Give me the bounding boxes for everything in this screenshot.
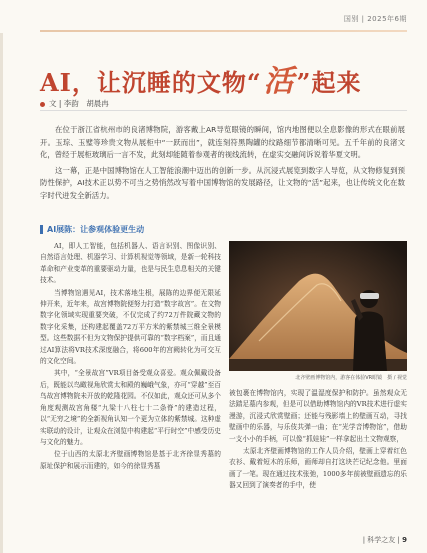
header-rule	[40, 30, 407, 32]
title-divider	[40, 110, 407, 111]
section-marker-icon	[40, 225, 43, 234]
page-number: 9	[402, 536, 407, 544]
lead-paragraph: 这一幕，正是中国博物馆在人工智能浪潮中迈出的创新一步。从沉浸式展览到数字人导览，从文物修复到预防性保护，AI技术正以势不可当之势悄然改写着中国博物馆的发展路径，让文物的“活”起来，也让传统文化在数字时代迸发全新活力。	[40, 165, 405, 200]
body-right-column	[229, 388, 407, 493]
body-paragraph: 太原北齐壁画博物馆的工作人员介绍，壁画上穿着红色衣衫、戴着短木的乐师，画师却自打这块芒记纪念他。里面画了一笔。现在通过技术张弛，1000多年前被壁画遗忘的乐器又回到了演奏者的手中，使	[229, 447, 407, 490]
body-paragraph: 其中，“全景故宫”VR项目备受观众喜爱。观众佩戴设备后，既能以鸟瞰视角欣赏太和殿的巍峨气象，亦可“穿越”至百鸟故宫博物院未开放的乾隆花园。不仅如此，观众还可从多个角度观测故宫角楼“九梁十八柱七十二条脊”的建造过程，以“无穷之境”的全新视角认知一个更为立体的紫禁城。这种虚实联动的设计，让观众在浏览中构建起“平行时空”中感受历史与文化的魅力。	[40, 369, 221, 446]
page-header	[0, 0, 427, 33]
title-highlight: 活	[263, 64, 295, 99]
body-paragraph: 当博物馆遇见AI，技术落地生根，展陈的边界便无限延伸开来，近年来，故宫博物院便努力打造“数字故宫”。在文物数字化领域实现重要突破，不仅完成了约72万件院藏文物的数字化采集，还构建起覆盖72万平方米的紫禁城三维全景模型。这些数据不但为文物保护提供可靠的“数字档案”，而且通过AI算法将VR技术深度融合，将600年的宫阙转化为可交互的文化空间。	[40, 288, 221, 366]
section-heading-text: AI展陈：让参观体验更生动	[47, 225, 145, 234]
title-part-1: AI，让沉睡的文物“	[40, 68, 262, 97]
byline	[40, 98, 109, 109]
issue-label: 国别 | 2025年6期	[343, 15, 407, 23]
article-photo	[229, 241, 407, 371]
lead-paragraph: 在位于浙江省杭州市的良渚博物院，游客戴上AR导览眼镜的瞬间，馆内地图便以全息影像的形式在眼前展开。玉琮、玉璧等珍贵文物从展柜中“一跃而出”，就连刻符黑陶罐的纹路细节都清晰可见。五千年前的良渚文化，曾经于展柜玻璃后一言不发，此刻却能随着参观者的视线流转，在虚实交融间诉说着华夏文明。	[40, 125, 405, 160]
article-lead	[40, 124, 405, 206]
article-title	[40, 56, 410, 100]
byline-dot-icon	[40, 102, 45, 107]
museum-vr-illustration	[229, 241, 407, 371]
body-paragraph: 位于山西的太原北齐壁画博物馆是基于北齐徐显秀墓的原址保护和展示而建的，如今的徐显秀墓	[40, 450, 221, 470]
byline-text: 文 | 李韵 胡晨冉	[49, 99, 109, 108]
body-left-column	[40, 241, 221, 473]
photo-caption: 北齐壁画博物馆内，游客在体验VR眼镜 摄 / 视觉	[295, 375, 407, 381]
title-part-2: ”起来	[296, 68, 362, 97]
section-heading	[40, 224, 144, 235]
body-paragraph: 被包裹在博物馆内，实现了温湿度保护和防护。虽然观众无法踏足墓内参观，但是可以借助博物馆内的VR技术进行虚实漫游，沉浸式欣赏壁画；还能与残影墙上的壁画互动，寻找壁画中的乐器，与乐伎共弹一曲；在“光学音博物馆”，借助一支小小的手柄，可以像“抓娃娃”一样拿起出土文物观察，	[229, 389, 407, 443]
page-edge	[0, 33, 3, 553]
body-paragraph: AI，即人工智能，包括机器人、语言识别、图像识别、自然语言处理、机器学习、计算机视觉等领域，是新一轮科技革命和产业变革的重要驱动力量，也是与民生息息相关的关键技术。	[40, 242, 221, 285]
page-footer	[363, 535, 407, 545]
magazine-name: | 科学之友 |	[362, 536, 403, 544]
